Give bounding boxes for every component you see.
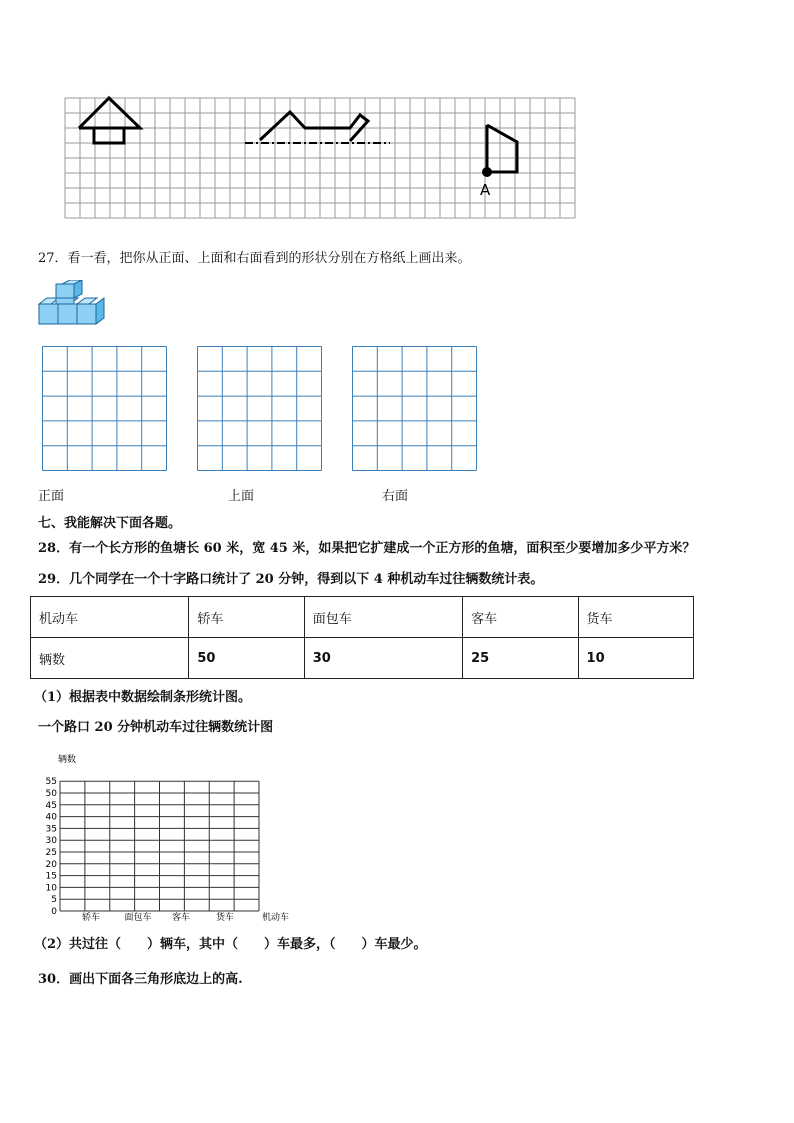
q27-text: 27．看一看，把你从正面、上面和右面看到的形状分别在方格纸上画出来。	[38, 251, 471, 266]
q29-sub2: （2）共过往（ ）辆车，其中（ ）车最多，（ ）车最少。	[34, 937, 427, 952]
table-row	[31, 638, 694, 679]
chart-title: 一个路口 20 分钟机动车过往辆数统计图	[38, 720, 274, 735]
top-view-grid[interactable]	[197, 346, 323, 471]
table-cell: 10	[578, 638, 693, 679]
y-tick-label: 0	[51, 907, 57, 917]
table-cell: 25	[463, 638, 578, 679]
table-cell: 客车	[463, 597, 578, 638]
label-front-view: 正面	[38, 489, 65, 504]
table-cell: 50	[189, 638, 304, 679]
y-tick-label: 40	[45, 812, 57, 823]
q28-text: 28．有一个长方形的鱼塘长 60 米，宽 45 米，如果把它扩建成一个正方形的鱼塘，面积至少要增加多少平方米？	[38, 541, 696, 556]
vehicle-count-table	[30, 596, 694, 679]
q30-text: 30．画出下面各三角形底边上的高.	[38, 972, 243, 987]
half-figure-shape	[260, 112, 368, 141]
x-tick-label: 面包车	[124, 913, 152, 923]
table-cell: 机动车	[31, 597, 189, 638]
label-top-view: 上面	[228, 489, 255, 504]
y-tick-label: 25	[45, 848, 57, 858]
y-tick-label: 55	[45, 777, 57, 788]
table-cell: 货车	[578, 597, 693, 638]
front-view-grid[interactable]	[42, 346, 168, 471]
right-view-grid[interactable]	[352, 346, 478, 471]
y-tick-label: 20	[45, 859, 57, 870]
y-tick-label: 50	[45, 789, 57, 799]
section-7-title: 七、我能解决下面各题。	[38, 516, 182, 531]
x-tick-label: 客车	[171, 913, 191, 923]
x-tick-label: 轿车	[81, 913, 101, 923]
point-a-label: A	[480, 181, 491, 199]
label-right-view: 右面	[382, 489, 409, 504]
q29-sub1: （1）根据表中数据绘制条形统计图。	[34, 690, 252, 705]
y-tick-label: 45	[45, 800, 57, 811]
table-cell: 轿车	[189, 597, 304, 638]
y-tick-label: 30	[45, 836, 57, 847]
table-cell: 辆数	[31, 638, 189, 679]
y-tick-label: 35	[45, 824, 57, 835]
point-a-dot	[482, 167, 492, 177]
y-axis-label: 辆数	[58, 755, 77, 765]
y-tick-label: 15	[45, 871, 57, 882]
x-tick-label: 货车	[215, 913, 235, 923]
table-cell: 面包车	[304, 597, 462, 638]
cube-stack-figure	[36, 280, 108, 328]
bar-chart[interactable]	[34, 750, 304, 926]
q26-grid-figure	[60, 95, 582, 223]
trapezoid-shape	[487, 125, 517, 172]
table-header-row	[31, 597, 694, 638]
y-tick-label: 10	[45, 883, 57, 894]
table-cell: 30	[304, 638, 462, 679]
q29-text: 29．几个同学在一个十字路口统计了 20 分钟，得到以下 4 种机动车过往辆数统计表。	[38, 572, 544, 587]
x-axis-label: 机动车	[262, 913, 290, 923]
y-tick-label: 5	[51, 895, 57, 906]
